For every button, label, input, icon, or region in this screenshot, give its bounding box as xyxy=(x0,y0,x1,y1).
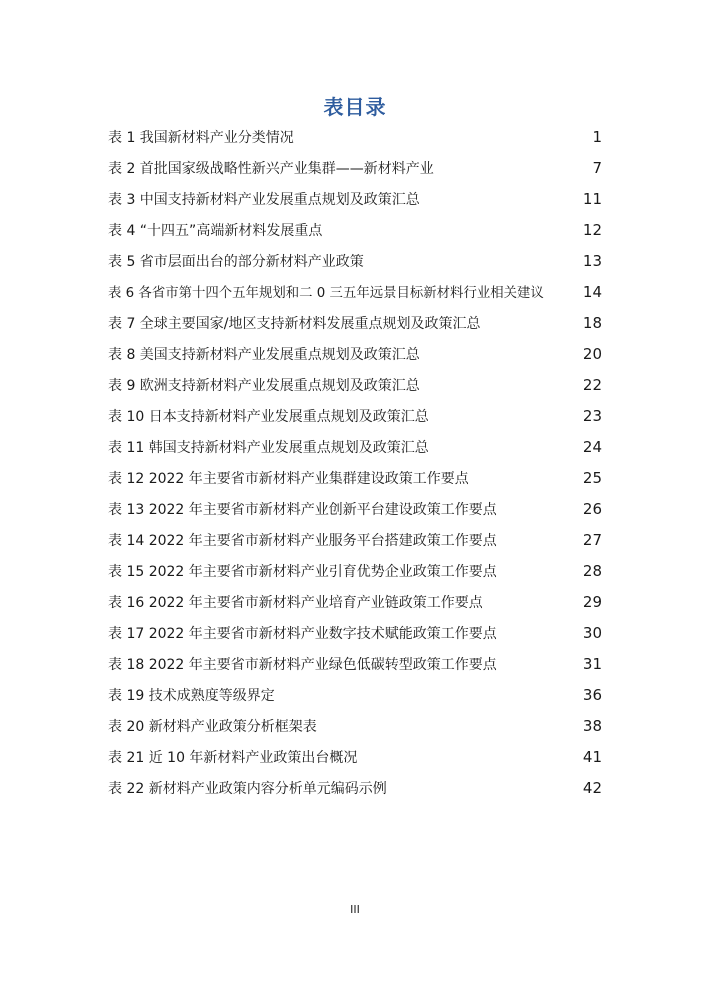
toc-entry-label: 表 16 2022 年主要省市新材料产业培育产业链政策工作要点 xyxy=(108,594,483,611)
toc-entry[interactable] xyxy=(108,431,602,462)
toc-entry[interactable] xyxy=(108,772,602,803)
toc-entry-label: 表 1 我国新材料产业分类情况 xyxy=(108,129,294,146)
toc-entry-label: 表 20 新材料产业政策分析框架表 xyxy=(108,718,317,735)
toc-entry-page: 14 xyxy=(582,282,602,301)
toc-entry-page: 27 xyxy=(582,530,602,549)
toc-entry[interactable] xyxy=(108,245,602,276)
toc-entry-label: 表 2 首批国家级战略性新兴产业集群——新材料产业 xyxy=(108,160,434,177)
toc-entry-label: 表 15 2022 年主要省市新材料产业引育优势企业政策工作要点 xyxy=(108,563,497,580)
toc-entry-page: 22 xyxy=(582,375,602,394)
toc-entry-page: 1 xyxy=(592,127,602,146)
page-title: 表目录 xyxy=(323,95,387,119)
toc-entry[interactable] xyxy=(108,369,602,400)
toc-entry-page: 20 xyxy=(582,344,602,363)
toc-entry[interactable] xyxy=(108,617,602,648)
toc-entry-page: 11 xyxy=(582,189,602,208)
toc-entry-label: 表 11 韩国支持新材料产业发展重点规划及政策汇总 xyxy=(108,439,429,456)
toc-entry-page: 30 xyxy=(582,623,602,642)
toc-entry[interactable] xyxy=(108,276,602,307)
toc-entry-label: 表 12 2022 年主要省市新材料产业集群建设政策工作要点 xyxy=(108,470,469,487)
toc-entry[interactable] xyxy=(108,152,602,183)
toc-entry[interactable] xyxy=(108,555,602,586)
toc-entry-page: 12 xyxy=(582,220,602,239)
toc-entry-page: 13 xyxy=(582,251,602,270)
toc-entry-page: 28 xyxy=(582,561,602,580)
toc-entry[interactable] xyxy=(108,338,602,369)
toc-entry[interactable] xyxy=(108,183,602,214)
toc-entry-page: 42 xyxy=(582,778,602,797)
toc-entry[interactable] xyxy=(108,214,602,245)
toc-entry[interactable] xyxy=(108,121,602,152)
toc-entry-label: 表 5 省市层面出台的部分新材料产业政策 xyxy=(108,253,364,270)
toc-entry-page: 23 xyxy=(582,406,602,425)
toc-entry-page: 41 xyxy=(582,747,602,766)
toc-entry-page: 31 xyxy=(582,654,602,673)
toc-entry-label: 表 13 2022 年主要省市新材料产业创新平台建设政策工作要点 xyxy=(108,501,497,518)
toc-entry-label: 表 8 美国支持新材料产业发展重点规划及政策汇总 xyxy=(108,346,420,363)
toc-entry-label: 表 14 2022 年主要省市新材料产业服务平台搭建政策工作要点 xyxy=(108,532,497,549)
toc-entry-page: 29 xyxy=(582,592,602,611)
toc-entry[interactable] xyxy=(108,679,602,710)
toc-entry[interactable] xyxy=(108,307,602,338)
toc-entry-label: 表 21 近 10 年新材料产业政策出台概况 xyxy=(108,749,358,766)
toc-entry-label: 表 10 日本支持新材料产业发展重点规划及政策汇总 xyxy=(108,408,429,425)
toc-entry-page: 36 xyxy=(582,685,602,704)
toc-entry[interactable] xyxy=(108,493,602,524)
toc-entry-page: 38 xyxy=(582,716,602,735)
toc-entry-label: 表 17 2022 年主要省市新材料产业数字技术赋能政策工作要点 xyxy=(108,625,497,642)
toc-entry-page: 26 xyxy=(582,499,602,518)
footer-page-number: III xyxy=(350,903,360,916)
toc-entry[interactable] xyxy=(108,462,602,493)
toc-entry-page: 24 xyxy=(582,437,602,456)
toc-entry-page: 7 xyxy=(592,158,602,177)
table-of-contents-list xyxy=(108,121,602,803)
toc-entry-label: 表 19 技术成熟度等级界定 xyxy=(108,687,275,704)
toc-entry-label: 表 6 各省市第十四个五年规划和二 0 三五年远景目标新材料行业相关建议 xyxy=(108,286,544,301)
toc-entry-page: 18 xyxy=(582,313,602,332)
toc-entry-label: 表 3 中国支持新材料产业发展重点规划及政策汇总 xyxy=(108,191,420,208)
toc-entry-label: 表 18 2022 年主要省市新材料产业绿色低碳转型政策工作要点 xyxy=(108,656,497,673)
toc-entry-label: 表 7 全球主要国家/地区支持新材料发展重点规划及政策汇总 xyxy=(108,315,481,332)
toc-entry[interactable] xyxy=(108,524,602,555)
toc-entry-label: 表 4 “十四五”高端新材料发展重点 xyxy=(108,222,323,239)
toc-entry[interactable] xyxy=(108,586,602,617)
toc-entry-label: 表 9 欧洲支持新材料产业发展重点规划及政策汇总 xyxy=(108,377,420,394)
toc-entry[interactable] xyxy=(108,648,602,679)
toc-entry-label: 表 22 新材料产业政策内容分析单元编码示例 xyxy=(108,780,387,797)
toc-entry[interactable] xyxy=(108,741,602,772)
toc-entry-page: 25 xyxy=(582,468,602,487)
toc-entry[interactable] xyxy=(108,710,602,741)
toc-entry[interactable] xyxy=(108,400,602,431)
